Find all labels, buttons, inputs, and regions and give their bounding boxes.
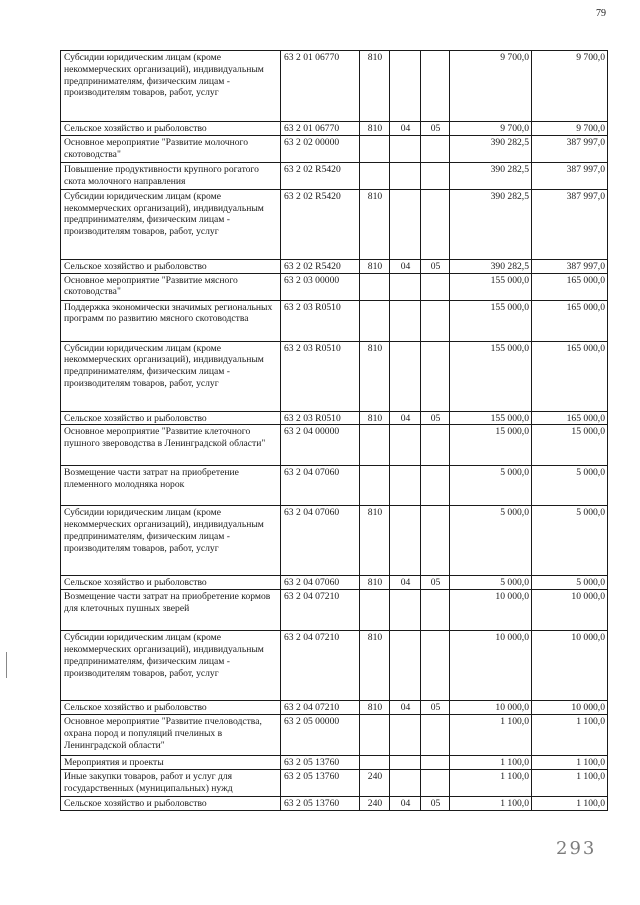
row-subsection-cell — [421, 714, 450, 755]
row-section-cell — [390, 714, 421, 755]
table-row — [61, 259, 608, 273]
table-row — [61, 769, 608, 796]
row-expense-type-cell: 240 — [360, 796, 390, 810]
row-amount-first-cell: 10 000,0 — [450, 631, 532, 701]
row-name-cell: Сельское хозяйство и рыболовство — [61, 411, 281, 425]
row-subsection-cell — [421, 755, 450, 769]
row-expense-type-cell — [360, 466, 390, 506]
row-subsection-cell: 05 — [421, 796, 450, 810]
row-amount-first-cell: 1 100,0 — [450, 796, 532, 810]
row-name-cell: Иные закупки товаров, работ и услуг для государственных (муниципальных) нужд — [61, 769, 281, 796]
row-amount-second-cell: 387 997,0 — [532, 135, 608, 162]
table-row — [61, 590, 608, 631]
row-expense-type-cell — [360, 590, 390, 631]
row-amount-second-cell: 387 997,0 — [532, 259, 608, 273]
row-amount-first-cell: 10 000,0 — [450, 590, 532, 631]
row-section-cell — [390, 466, 421, 506]
row-subsection-cell — [421, 506, 450, 576]
row-section-cell — [390, 341, 421, 411]
row-amount-second-cell: 15 000,0 — [532, 425, 608, 466]
row-amount-first-cell: 390 282,5 — [450, 259, 532, 273]
row-subsection-cell: 05 — [421, 259, 450, 273]
row-amount-second-cell: 9 700,0 — [532, 122, 608, 136]
row-code-cell: 63 2 04 00000 — [281, 425, 360, 466]
row-expense-type-cell: 810 — [360, 701, 390, 715]
table-row — [61, 631, 608, 701]
row-subsection-cell — [421, 51, 450, 122]
row-amount-second-cell: 387 997,0 — [532, 189, 608, 259]
row-amount-first-cell: 9 700,0 — [450, 51, 532, 122]
row-amount-second-cell: 1 100,0 — [532, 769, 608, 796]
row-section-cell: 04 — [390, 796, 421, 810]
row-code-cell: 63 2 02 00000 — [281, 135, 360, 162]
row-amount-second-cell: 1 100,0 — [532, 796, 608, 810]
row-subsection-cell — [421, 590, 450, 631]
row-code-cell: 63 2 04 07060 — [281, 576, 360, 590]
row-amount-second-cell: 1 100,0 — [532, 714, 608, 755]
row-section-cell — [390, 769, 421, 796]
row-amount-second-cell: 165 000,0 — [532, 300, 608, 341]
row-code-cell: 63 2 03 R0510 — [281, 300, 360, 341]
row-name-cell: Основное мероприятие "Развитие молочного скотоводства" — [61, 135, 281, 162]
row-amount-second-cell: 165 000,0 — [532, 273, 608, 300]
row-section-cell — [390, 189, 421, 259]
row-amount-second-cell: 10 000,0 — [532, 631, 608, 701]
row-amount-first-cell: 155 000,0 — [450, 273, 532, 300]
row-amount-second-cell: 10 000,0 — [532, 701, 608, 715]
row-subsection-cell — [421, 769, 450, 796]
row-subsection-cell: 05 — [421, 576, 450, 590]
row-code-cell: 63 2 05 13760 — [281, 755, 360, 769]
row-expense-type-cell — [360, 714, 390, 755]
table-row — [61, 189, 608, 259]
table-row — [61, 51, 608, 122]
row-subsection-cell — [421, 425, 450, 466]
row-subsection-cell — [421, 631, 450, 701]
table-row — [61, 341, 608, 411]
table-row — [61, 576, 608, 590]
budget-table — [60, 50, 608, 811]
row-name-cell: Субсидии юридическим лицам (кроме некоммерческих организаций), индивидуальным предпринимателям, физическим лицам - производителям товаров, работ, услуг — [61, 506, 281, 576]
row-amount-first-cell: 5 000,0 — [450, 576, 532, 590]
row-name-cell: Основное мероприятие "Развитие мясного скотоводства" — [61, 273, 281, 300]
row-code-cell: 63 2 04 07210 — [281, 631, 360, 701]
row-code-cell: 63 2 03 R0510 — [281, 341, 360, 411]
row-amount-first-cell: 155 000,0 — [450, 300, 532, 341]
row-section-cell — [390, 631, 421, 701]
row-amount-first-cell: 15 000,0 — [450, 425, 532, 466]
table-row — [61, 506, 608, 576]
row-expense-type-cell: 810 — [360, 576, 390, 590]
row-amount-first-cell: 9 700,0 — [450, 122, 532, 136]
row-expense-type-cell: 810 — [360, 631, 390, 701]
row-code-cell: 63 2 04 07210 — [281, 590, 360, 631]
row-code-cell: 63 2 03 00000 — [281, 273, 360, 300]
row-name-cell: Возмещение части затрат на приобретение племенного молодняка норок — [61, 466, 281, 506]
row-expense-type-cell: 810 — [360, 259, 390, 273]
scan-margin-mark — [6, 652, 7, 678]
row-section-cell: 04 — [390, 701, 421, 715]
row-name-cell: Сельское хозяйство и рыболовство — [61, 796, 281, 810]
row-subsection-cell — [421, 466, 450, 506]
row-expense-type-cell: 810 — [360, 51, 390, 122]
row-code-cell: 63 2 05 00000 — [281, 714, 360, 755]
row-amount-first-cell: 155 000,0 — [450, 341, 532, 411]
row-section-cell — [390, 755, 421, 769]
row-code-cell: 63 2 04 07060 — [281, 506, 360, 576]
row-expense-type-cell — [360, 162, 390, 189]
table-row — [61, 466, 608, 506]
table-row — [61, 714, 608, 755]
row-amount-first-cell: 10 000,0 — [450, 701, 532, 715]
row-subsection-cell — [421, 341, 450, 411]
row-amount-second-cell: 1 100,0 — [532, 755, 608, 769]
row-amount-second-cell: 387 997,0 — [532, 162, 608, 189]
row-subsection-cell — [421, 189, 450, 259]
row-expense-type-cell: 810 — [360, 506, 390, 576]
row-subsection-cell — [421, 273, 450, 300]
row-amount-first-cell: 5 000,0 — [450, 466, 532, 506]
row-code-cell: 63 2 02 R5420 — [281, 189, 360, 259]
row-expense-type-cell: 240 — [360, 769, 390, 796]
row-name-cell: Субсидии юридическим лицам (кроме некоммерческих организаций), индивидуальным предпринимателям, физическим лицам - производителям товаров, работ, услуг — [61, 631, 281, 701]
row-name-cell: Повышение продуктивности крупного рогатого скота молочного направления — [61, 162, 281, 189]
row-amount-first-cell: 1 100,0 — [450, 769, 532, 796]
table-row — [61, 411, 608, 425]
row-section-cell — [390, 590, 421, 631]
row-code-cell: 63 2 02 R5420 — [281, 259, 360, 273]
row-section-cell — [390, 506, 421, 576]
row-name-cell: Сельское хозяйство и рыболовство — [61, 259, 281, 273]
row-expense-type-cell: 810 — [360, 189, 390, 259]
table-row — [61, 796, 608, 810]
row-expense-type-cell — [360, 755, 390, 769]
row-amount-first-cell: 5 000,0 — [450, 506, 532, 576]
row-amount-second-cell: 5 000,0 — [532, 506, 608, 576]
row-amount-second-cell: 165 000,0 — [532, 341, 608, 411]
row-name-cell: Субсидии юридическим лицам (кроме некоммерческих организаций), индивидуальным предпринимателям, физическим лицам - производителям товаров, работ, услуг — [61, 189, 281, 259]
row-section-cell: 04 — [390, 122, 421, 136]
row-section-cell — [390, 300, 421, 341]
row-code-cell: 63 2 02 R5420 — [281, 162, 360, 189]
row-code-cell: 63 2 05 13760 — [281, 796, 360, 810]
row-section-cell — [390, 135, 421, 162]
row-amount-second-cell: 165 000,0 — [532, 411, 608, 425]
table-row — [61, 135, 608, 162]
table-row — [61, 122, 608, 136]
row-name-cell: Основное мероприятие "Развитие клеточного пушного звероводства в Ленинградской области" — [61, 425, 281, 466]
row-subsection-cell: 05 — [421, 701, 450, 715]
row-subsection-cell: 05 — [421, 411, 450, 425]
row-section-cell: 04 — [390, 259, 421, 273]
row-amount-first-cell: 1 100,0 — [450, 714, 532, 755]
row-code-cell: 63 2 03 R0510 — [281, 411, 360, 425]
table-row — [61, 162, 608, 189]
row-expense-type-cell — [360, 425, 390, 466]
row-section-cell — [390, 425, 421, 466]
row-name-cell: Сельское хозяйство и рыболовство — [61, 576, 281, 590]
row-amount-second-cell: 9 700,0 — [532, 51, 608, 122]
row-code-cell: 63 2 04 07210 — [281, 701, 360, 715]
row-amount-second-cell: 10 000,0 — [532, 590, 608, 631]
row-name-cell: Основное мероприятие "Развитие пчеловодства, охрана пород и популяций пчелиных в Ленинградской области" — [61, 714, 281, 755]
row-code-cell: 63 2 01 06770 — [281, 51, 360, 122]
table-row — [61, 425, 608, 466]
row-subsection-cell — [421, 300, 450, 341]
row-expense-type-cell — [360, 300, 390, 341]
row-amount-first-cell: 390 282,5 — [450, 135, 532, 162]
row-name-cell: Субсидии юридическим лицам (кроме некоммерческих организаций), индивидуальным предпринимателям, физическим лицам - производителям товаров, работ, услуг — [61, 51, 281, 122]
row-section-cell: 04 — [390, 576, 421, 590]
row-amount-first-cell: 1 100,0 — [450, 755, 532, 769]
row-section-cell — [390, 162, 421, 189]
row-name-cell: Мероприятия и проекты — [61, 755, 281, 769]
row-subsection-cell — [421, 135, 450, 162]
page-number: 79 — [596, 8, 606, 19]
row-code-cell: 63 2 05 13760 — [281, 769, 360, 796]
handwritten-page-stamp: 293 — [556, 838, 597, 859]
row-expense-type-cell: 810 — [360, 122, 390, 136]
row-amount-first-cell: 155 000,0 — [450, 411, 532, 425]
row-amount-second-cell: 5 000,0 — [532, 576, 608, 590]
row-amount-first-cell: 390 282,5 — [450, 189, 532, 259]
row-section-cell — [390, 51, 421, 122]
row-name-cell: Сельское хозяйство и рыболовство — [61, 122, 281, 136]
row-expense-type-cell — [360, 135, 390, 162]
row-subsection-cell — [421, 162, 450, 189]
row-section-cell: 04 — [390, 411, 421, 425]
row-expense-type-cell — [360, 273, 390, 300]
row-code-cell: 63 2 01 06770 — [281, 122, 360, 136]
table-body — [61, 51, 608, 811]
row-code-cell: 63 2 04 07060 — [281, 466, 360, 506]
row-name-cell: Возмещение части затрат на приобретение кормов для клеточных пушных зверей — [61, 590, 281, 631]
table-row — [61, 701, 608, 715]
row-amount-second-cell: 5 000,0 — [532, 466, 608, 506]
table-row — [61, 273, 608, 300]
table-row — [61, 755, 608, 769]
row-name-cell: Субсидии юридическим лицам (кроме некоммерческих организаций), индивидуальным предпринимателям, физическим лицам - производителям товаров, работ, услуг — [61, 341, 281, 411]
row-subsection-cell: 05 — [421, 122, 450, 136]
row-name-cell: Поддержка экономически значимых региональных программ по развитию мясного скотоводства — [61, 300, 281, 341]
row-amount-first-cell: 390 282,5 — [450, 162, 532, 189]
row-name-cell: Сельское хозяйство и рыболовство — [61, 701, 281, 715]
table-row — [61, 300, 608, 341]
row-expense-type-cell: 810 — [360, 341, 390, 411]
row-expense-type-cell: 810 — [360, 411, 390, 425]
row-section-cell — [390, 273, 421, 300]
